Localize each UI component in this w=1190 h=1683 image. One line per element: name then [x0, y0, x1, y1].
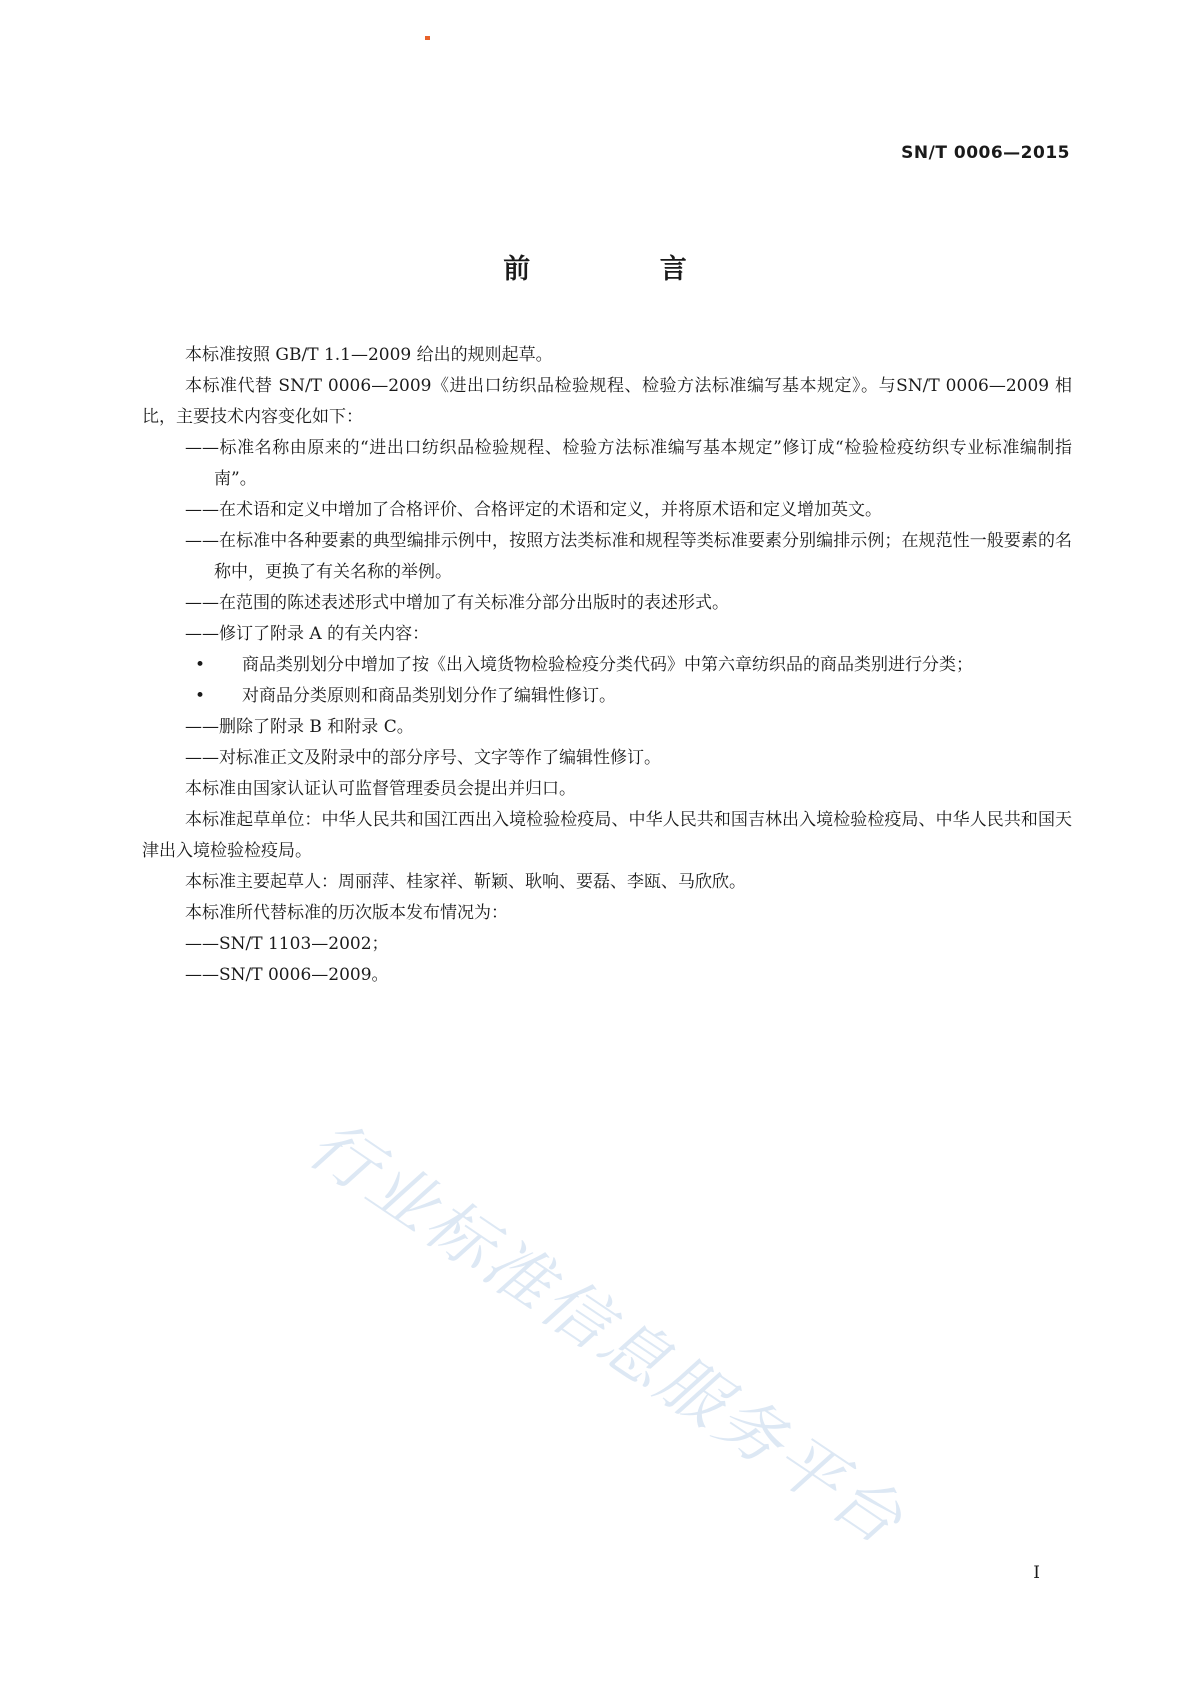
history-item: ——SN/T 0006—2009。 — [185, 965, 389, 985]
watermark: 行业标准信息服务平台 — [295, 1105, 919, 1561]
document-code: SN/T 0006—2015 — [901, 143, 1070, 163]
change-item: ——在范围的陈述表述形式中增加了有关标准分部分出版时的表述形式。 — [185, 593, 729, 613]
orange-corner-mark — [425, 36, 430, 40]
paragraph-replacement: 本标准代替 SN/T 0006—2009《进出口纺织品检验规程、检验方法标准编写基本规定》。与SN/T 0006—2009 相比，主要技术内容变化如下： — [142, 376, 1072, 427]
change-item: ——在标准中各种要素的典型编排示例中，按照方法类标准和规程等类标准要素分别编排示例；在规范性一般要素的名称中，更换了有关名称的举例。 — [185, 531, 1072, 582]
sub-item-text: 商品类别划分中增加了按《出入境货物检验检疫分类代码》中第六章纺织品的商品类别进行分类； — [242, 655, 973, 675]
foreword-body — [142, 340, 1072, 991]
change-item: ——标准名称由原来的“进出口纺织品检验规程、检验方法标准编写基本规定”修订成“检验检疫纺织专业标准编制指南”。 — [185, 438, 1072, 489]
change-item: ——对标准正文及附录中的部分序号、文字等作了编辑性修订。 — [185, 748, 661, 768]
change-item: ——修订了附录 A 的有关内容： — [185, 624, 430, 644]
paragraph-drafting-rules: 本标准按照 GB/T 1.1—2009 给出的规则起草。 — [185, 345, 553, 365]
bullet-icon: • — [195, 655, 206, 675]
paragraph-drafters: 本标准主要起草人：周丽萍、桂家祥、靳颖、耿响、要磊、李瓯、马欣欣。 — [185, 872, 746, 892]
page-number: I — [1033, 1563, 1040, 1583]
history-item: ——SN/T 1103—2002； — [185, 934, 389, 954]
page-title: 前 言 — [503, 254, 747, 285]
bullet-icon: • — [195, 686, 206, 706]
sub-item-text: 对商品分类原则和商品类别划分作了编辑性修订。 — [242, 686, 616, 706]
paragraph-history-intro: 本标准所代替标准的历次版本发布情况为： — [185, 903, 508, 923]
paragraph-drafting-units: 本标准起草单位：中华人民共和国江西出入境检验检疫局、中华人民共和国吉林出入境检验检疫局、中华人民共和国天津出入境检验检疫局。 — [142, 810, 1072, 861]
sub-item — [142, 681, 1072, 712]
paragraph-proposer: 本标准由国家认证认可监督管理委员会提出并归口。 — [185, 779, 576, 799]
change-item: ——在术语和定义中增加了合格评价、合格评定的术语和定义，并将原术语和定义增加英文。 — [185, 500, 882, 520]
sub-item — [142, 650, 1072, 681]
change-item: ——删除了附录 B 和附录 C。 — [185, 717, 414, 737]
